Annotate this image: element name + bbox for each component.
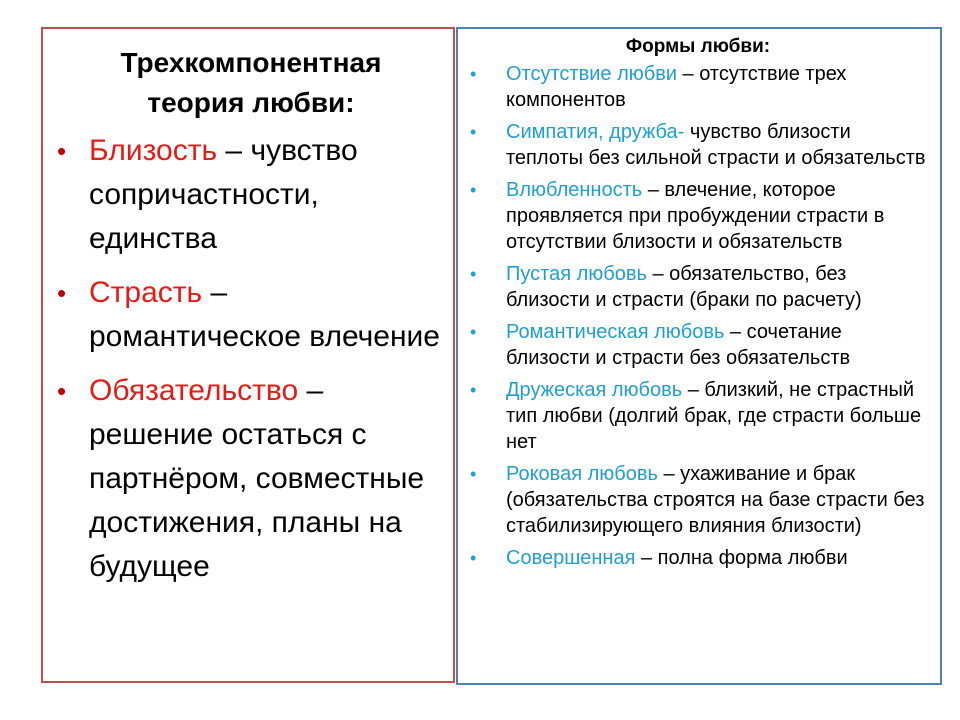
term-label: Страсть xyxy=(89,276,203,309)
bullet-icon: • xyxy=(57,278,67,308)
term-description: – сочетание близости и страсти без обязательств xyxy=(506,321,851,369)
term-label: Совершенная xyxy=(506,547,636,569)
bullet-icon: • xyxy=(470,380,477,400)
left-panel-title xyxy=(57,43,445,123)
term-label: Обязательство xyxy=(89,374,299,407)
list-item-infatuation xyxy=(466,177,930,255)
term-label: Влюбленность xyxy=(506,179,643,201)
list-item-empty-love xyxy=(466,261,930,313)
left-panel-three-component-theory xyxy=(41,27,455,683)
bullet-icon: • xyxy=(470,322,477,342)
term-description: – полна форма любви xyxy=(635,547,848,569)
list-item-passion xyxy=(57,271,445,359)
list-item-consummate-love xyxy=(466,545,930,571)
term-description: – отсутствие трех компонентов xyxy=(506,63,847,111)
term-description: – влечение, которое проявляется при пробуждении страсти в отсутствии близости и обязательств xyxy=(506,179,885,253)
list-item-intimacy xyxy=(57,129,445,261)
right-panel-title: Формы любви: xyxy=(625,36,771,57)
term-label: Симпатия, дружба- xyxy=(506,121,685,143)
bullet-icon: • xyxy=(57,376,67,406)
bullet-icon: • xyxy=(57,136,67,166)
term-label: Роковая любовь xyxy=(506,463,658,485)
list-item-liking xyxy=(466,119,930,171)
bullet-icon: • xyxy=(470,122,477,142)
bullet-icon: • xyxy=(470,548,477,568)
bullet-icon: • xyxy=(470,180,477,200)
term-description: чувство близости теплоты без сильной страсти и обязательств xyxy=(506,121,926,169)
right-panel-love-forms xyxy=(456,27,942,685)
term-description: – решение остаться с партнёром, совместные достижения, планы на будущее xyxy=(89,374,425,583)
list-item-nonlove xyxy=(466,61,930,113)
term-label: Пустая любовь xyxy=(506,263,647,285)
term-label: Дружеская любовь xyxy=(506,379,683,401)
list-item-romantic-love xyxy=(466,319,930,371)
term-description: – романтическое влечение xyxy=(89,276,440,353)
list-item-fatuous-love xyxy=(466,461,930,539)
term-description: – ухаживание и брак (обязательства строятся на базе страсти без стабилизирующего влияния близости) xyxy=(506,463,925,537)
term-description: – близкий, не страстный тип любви (долгий брак, где страсти больше нет xyxy=(506,379,922,453)
term-description: – чувство сопричастности, единства xyxy=(89,134,358,255)
left-title-line1: Трехкомпонентная xyxy=(120,47,382,78)
term-label: Романтическая любовь xyxy=(506,321,725,343)
bullet-icon: • xyxy=(470,464,477,484)
bullet-icon: • xyxy=(470,64,477,84)
love-forms-list xyxy=(466,61,930,571)
list-item-commitment xyxy=(57,369,445,589)
component-list xyxy=(57,129,445,589)
bullet-icon: • xyxy=(470,264,477,284)
term-label: Отсутствие любви xyxy=(506,63,677,85)
list-item-companionate-love xyxy=(466,377,930,455)
term-label: Близость xyxy=(89,134,218,167)
term-description: – обязательство, без близости и страсти (браки по расчету) xyxy=(506,263,862,311)
left-title-line2: теория любви: xyxy=(147,87,355,118)
